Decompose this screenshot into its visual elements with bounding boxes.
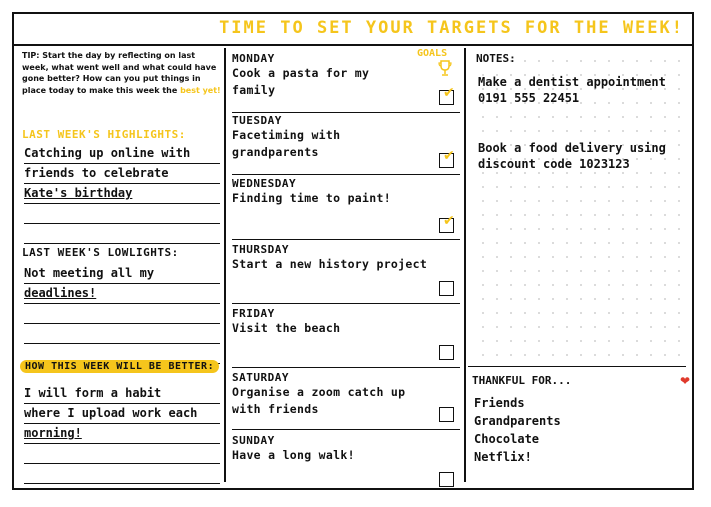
- better-line[interactable]: I will form a habit: [24, 384, 220, 404]
- day-saturday: [232, 371, 460, 430]
- goal-checkbox[interactable]: [439, 345, 454, 360]
- checkmark-icon: ✔: [443, 213, 455, 229]
- goal-checkbox[interactable]: [439, 213, 455, 233]
- goals-label: GOALS: [417, 48, 448, 59]
- day-thursday: [232, 243, 460, 304]
- day-wednesday: [232, 177, 460, 240]
- better-line[interactable]: [24, 444, 220, 464]
- notes-heading: NOTES:: [476, 52, 516, 65]
- tip-highlight: best yet!: [180, 85, 221, 95]
- day-goal[interactable]: Cook a pasta for my family: [232, 66, 370, 97]
- day-goal[interactable]: Facetiming with grandparents: [232, 128, 341, 159]
- highlights-lines: [24, 144, 220, 244]
- day-monday: [232, 52, 460, 113]
- highlights-line[interactable]: Kate's birthday: [24, 184, 220, 204]
- day-name: TUESDAY: [232, 114, 282, 127]
- lowlights-line[interactable]: deadlines!: [24, 284, 220, 304]
- day-goal[interactable]: Visit the beach: [232, 321, 341, 335]
- day-goal[interactable]: Start a new history project: [232, 257, 428, 271]
- tip-block: [22, 50, 222, 96]
- better-line[interactable]: where I upload work each: [24, 404, 220, 424]
- tip-text: TIP: Start the day by reflecting on last week, what went well and what could have gone better? How can you put things in place today to make this week the best yet!: [22, 51, 221, 95]
- note-item[interactable]: Make a dentist appointment 0191 555 22451: [478, 75, 666, 105]
- thankful-item[interactable]: Grandparents: [474, 414, 561, 428]
- left-column-divider: [224, 48, 226, 482]
- thankful-item[interactable]: Chocolate: [474, 432, 540, 446]
- better-lines: [24, 384, 220, 484]
- day-name: WEDNESDAY: [232, 177, 297, 190]
- planner-frame: [12, 12, 694, 490]
- checkmark-icon: ✔: [443, 85, 455, 101]
- highlights-line[interactable]: [24, 224, 220, 244]
- day-goal[interactable]: Finding time to paint!: [232, 191, 391, 205]
- day-name: FRIDAY: [232, 307, 275, 320]
- highlights-line[interactable]: friends to celebrate: [24, 164, 220, 184]
- checkmark-icon: ✔: [443, 148, 455, 164]
- day-name: MONDAY: [232, 52, 275, 65]
- highlights-line[interactable]: [24, 204, 220, 224]
- thankful-heading: THANKFUL FOR...: [472, 374, 572, 387]
- goal-checkbox[interactable]: [439, 148, 455, 168]
- better-line[interactable]: [24, 464, 220, 484]
- day-goal[interactable]: Organise a zoom catch up with friends: [232, 385, 406, 416]
- right-column-divider: [464, 48, 466, 482]
- lowlights-heading: LAST WEEK'S LOWLIGHTS:: [22, 246, 179, 259]
- notes-area[interactable]: [470, 48, 692, 366]
- better-heading: HOW THIS WEEK WILL BE BETTER:: [20, 360, 219, 373]
- lowlights-line[interactable]: [24, 324, 220, 344]
- day-name: SATURDAY: [232, 371, 289, 384]
- title-divider: [14, 44, 692, 46]
- page-title: TIME TO SET YOUR TARGETS FOR THE WEEK!: [219, 18, 684, 38]
- day-friday: [232, 307, 460, 368]
- highlights-heading: LAST WEEK'S HIGHLIGHTS:: [22, 128, 186, 141]
- better-line[interactable]: morning!: [24, 424, 220, 444]
- goal-checkbox[interactable]: [439, 281, 454, 296]
- goal-checkbox[interactable]: [439, 85, 455, 105]
- lowlights-lines: [24, 264, 220, 364]
- lowlights-line[interactable]: Not meeting all my: [24, 264, 220, 284]
- day-tuesday: [232, 114, 460, 175]
- day-sunday: [232, 434, 460, 486]
- thankful-list: [474, 394, 561, 466]
- thankful-item[interactable]: Friends: [474, 396, 525, 410]
- thankful-divider: [468, 366, 686, 367]
- goal-checkbox[interactable]: [439, 407, 454, 422]
- day-name: THURSDAY: [232, 243, 289, 256]
- note-item[interactable]: Book a food delivery using discount code 1023123: [478, 141, 666, 171]
- goal-checkbox[interactable]: [439, 472, 454, 487]
- day-goal[interactable]: Have a long walk!: [232, 448, 355, 462]
- lowlights-line[interactable]: [24, 304, 220, 324]
- thankful-item[interactable]: Netflix!: [474, 450, 532, 464]
- highlights-line[interactable]: Catching up online with: [24, 144, 220, 164]
- heart-icon: ❤: [680, 374, 691, 388]
- day-name: SUNDAY: [232, 434, 275, 447]
